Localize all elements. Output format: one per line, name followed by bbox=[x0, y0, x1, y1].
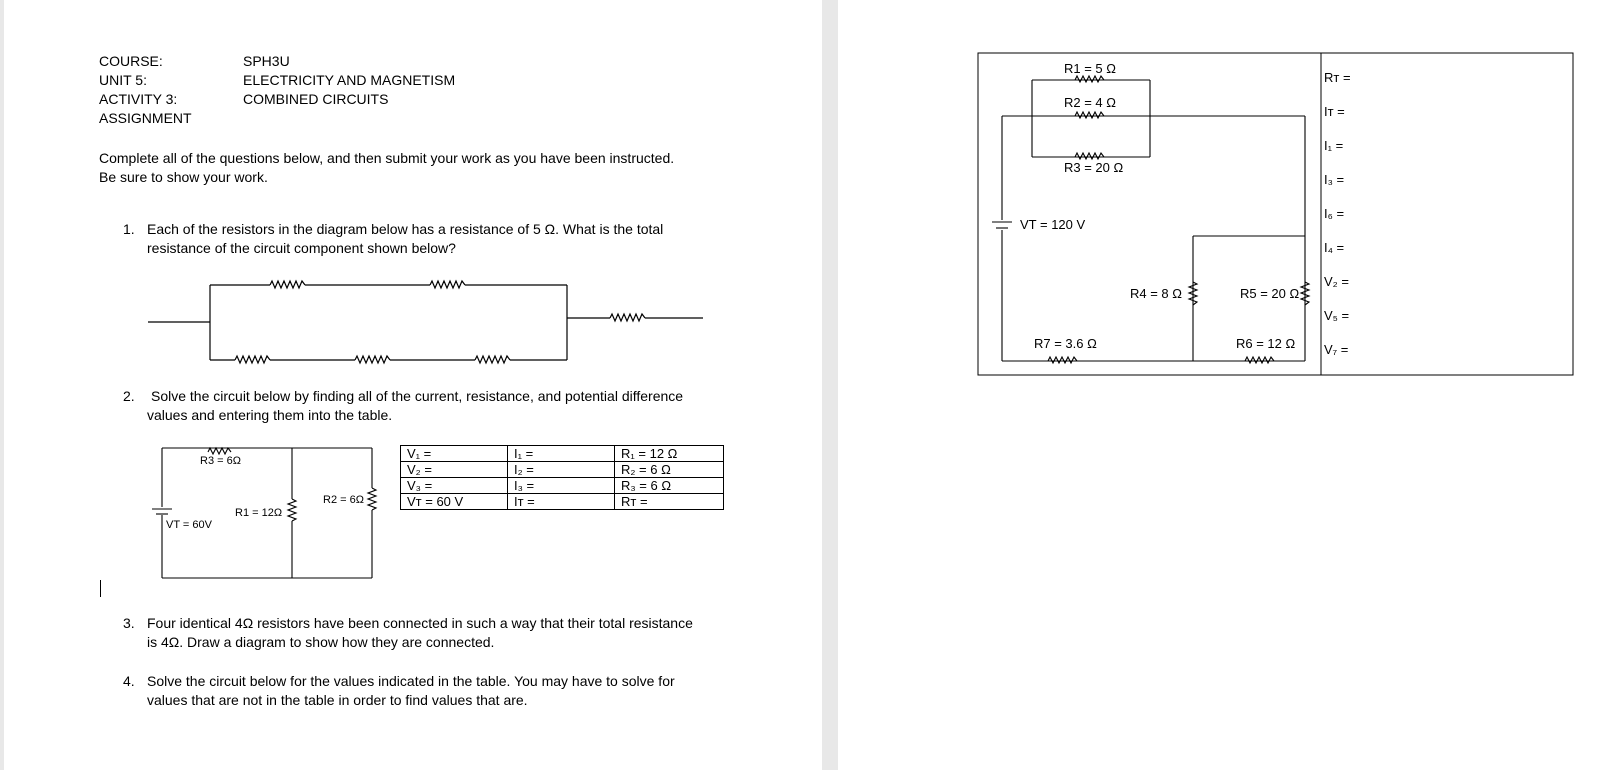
circuit4-r2-label: R2 = 4 Ω bbox=[1064, 95, 1116, 110]
unit-value: ELECTRICITY AND MAGNETISM bbox=[243, 72, 456, 88]
table-cell: V₂ = bbox=[401, 462, 508, 478]
intro-line-1: Complete all of the questions below, and then submit your work as you have been instructed. bbox=[99, 150, 675, 166]
table-cell: V₃ = bbox=[401, 478, 508, 494]
circuit4-r1-label: R1 = 5 Ω bbox=[1064, 61, 1116, 76]
table4-i4: I₄ = bbox=[1324, 240, 1345, 255]
question-3-line-1: Four identical 4Ω resistors have been connected in such a way that their total resistance bbox=[147, 615, 693, 631]
question-1-number: 1. bbox=[123, 221, 135, 237]
activity-label: ACTIVITY 3: bbox=[99, 91, 178, 107]
circuit2-r2-label: R2 = 6Ω bbox=[323, 494, 364, 506]
table4-i6: I₆ = bbox=[1324, 206, 1345, 221]
circuit4-r6-label: R6 = 12 Ω bbox=[1236, 336, 1296, 351]
course-value: SPH3U bbox=[243, 53, 290, 69]
question-4-line-1: Solve the circuit below for the values indicated in the table. You may have to solve for bbox=[147, 673, 675, 689]
table4-rt: Rт = bbox=[1324, 70, 1351, 85]
table-cell: Rт = bbox=[615, 494, 724, 510]
table-cell: I₂ = bbox=[508, 462, 615, 478]
table-cell: V₁ = bbox=[401, 446, 508, 462]
table4-i1: I₁ = bbox=[1324, 138, 1344, 153]
circuit2-r3-label: R3 = 6Ω bbox=[200, 455, 241, 467]
question-3-number: 3. bbox=[123, 615, 135, 631]
question-3-line-2: is 4Ω. Draw a diagram to show how they are connected. bbox=[147, 634, 495, 650]
question-2-line-1: Solve the circuit below by finding all of the current, resistance, and potential difference bbox=[151, 388, 684, 404]
table-cell: R₁ = 12 Ω bbox=[615, 446, 724, 462]
circuit2-vt-label: VT = 60V bbox=[166, 519, 212, 531]
table-cell: R₂ = 6 Ω bbox=[615, 462, 724, 478]
table4-v7: V₇ = bbox=[1324, 342, 1349, 357]
intro-line-2: Be sure to show your work. bbox=[99, 169, 268, 185]
circuit4-r5-label: R5 = 20 Ω bbox=[1240, 286, 1300, 301]
table-cell: R₃ = 6 Ω bbox=[615, 478, 724, 494]
circuit4-r3-label: R3 = 20 Ω bbox=[1064, 160, 1124, 175]
circuit2-r1-label: R1 = 12Ω bbox=[235, 507, 283, 519]
assignment-label: ASSIGNMENT bbox=[99, 110, 192, 126]
table-cell: Iт = bbox=[508, 494, 615, 510]
circuit4-r4-label: R4 = 8 Ω bbox=[1130, 286, 1182, 301]
question-1-line-1: Each of the resistors in the diagram below has a resistance of 5 Ω. What is the total bbox=[147, 221, 664, 237]
table4-v5: V₅ = bbox=[1324, 308, 1350, 323]
activity-value: COMBINED CIRCUITS bbox=[243, 91, 389, 107]
table-cell: I₃ = bbox=[508, 478, 615, 494]
question-2-number: 2. bbox=[123, 388, 135, 404]
question-4-line-2: values that are not in the table in order to find values that are. bbox=[147, 692, 528, 708]
unit-label: UNIT 5: bbox=[99, 72, 147, 88]
table4-i3: I₃ = bbox=[1324, 172, 1345, 187]
course-label: COURSE: bbox=[99, 53, 163, 69]
table-cell: Vт = 60 V bbox=[401, 494, 508, 510]
question-4-number: 4. bbox=[123, 673, 135, 689]
question-2-line-2: values and entering them into the table. bbox=[147, 407, 393, 423]
question-1-line-2: resistance of the circuit component shown below? bbox=[147, 240, 456, 256]
circuit4-r7-label: R7 = 3.6 Ω bbox=[1034, 336, 1097, 351]
table-cell: I₁ = bbox=[508, 446, 615, 462]
table4-v2: V₂ = bbox=[1324, 274, 1349, 289]
circuit4-vt-label: VT = 120 V bbox=[1020, 217, 1086, 232]
table4-it: Iт = bbox=[1324, 104, 1345, 119]
